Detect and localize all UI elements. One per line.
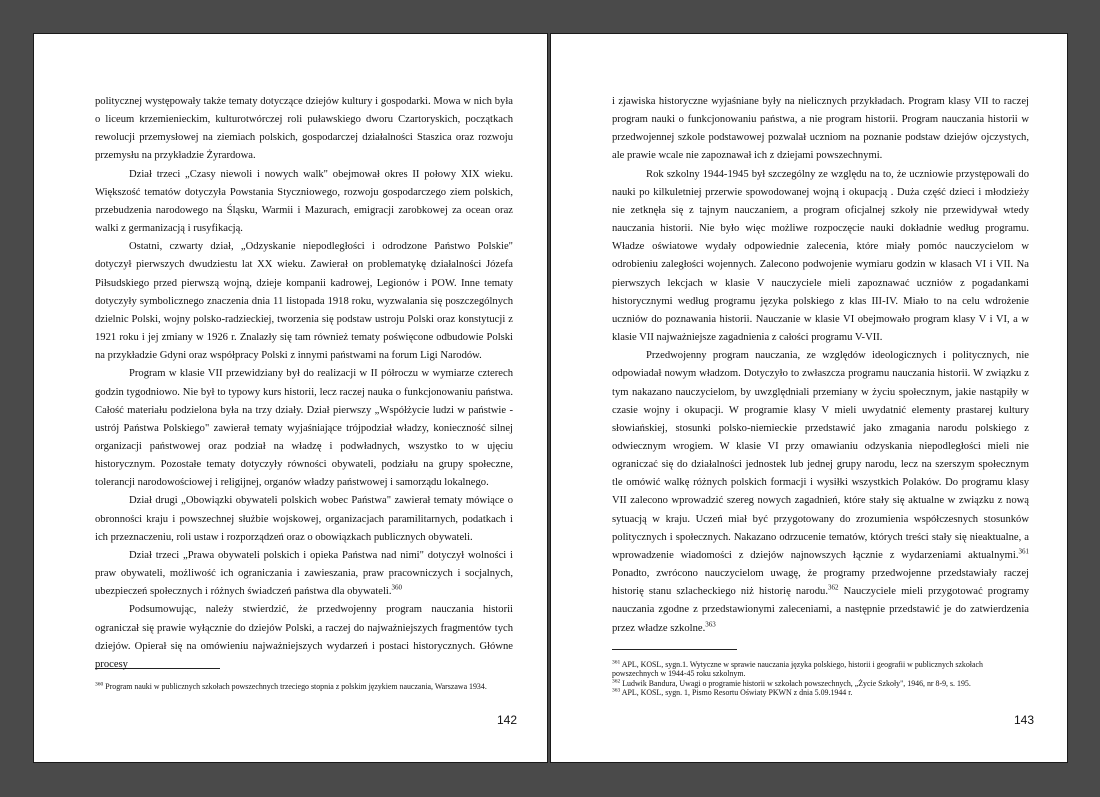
footnote-text: APL, KOSL, sygn.1. Wytyczne w sprawie nauczania języka polskiego, historii i geografii w publicznych szkołach powszechnych w 1944-45 roku szkolnym.	[612, 660, 983, 679]
right-footnotes	[612, 660, 1029, 698]
right-paragraph-2: Rok szkolny 1944-1945 był szczególny ze względu na to, że uczniowie przystępowali do nauki po kilkuletniej przerwie spowodowanej wojną i okupacją . Duża część dzieci i młodzieży nie zetknęła się z tajnym nauczaniem, a program oficjalnej szkoły nie przewidywał wtedy nauczania historii. Nie było więc możliwe rozpoczęcie nauki dokładnie według programu. Władze oświatowe wydały odpowiednie zalecenia, które miały pomóc nauczycielom w odrobieniu zaległości wojennych. Zalecono podwojenie wymiaru godzin w klasach VI i VII. Na pierwszych lekcjach w klasie V nauczyciele mieli zapoznawać uczniów z pogadankami historycznymi według programu języka polskiego z klas III-IV. Miało to na celu wdrożenie uczniów do poznawania historii. Nauczanie w klasie VI obejmowało program klasy V i VI, a w klasie VII najważniejsze zagadnienia z całości programu V-VII.	[612, 168, 1029, 344]
left-paragraph-5: Dział drugi „Obowiązki obywateli polskich wobec Państwa" zawierał tematy mówiące o obronności kraju i powszechnej służbie wojskowej, organizacjach paramilitarnych, podatkach i ich przeznaczeniu, roli ustaw i rozporządzeń oraz o obowiązkach publicznych obywateli.	[95, 495, 513, 543]
right-paragraph-1: i zjawiska historyczne wyjaśniane były na nielicznych przykładach. Program klasy VII to raczej program nauki o funkcjonowaniu państwa, a nie program historii. Program nauczania historii w przedwojennej szkole podstawowej pozwalał uczniom na poznanie podstaw dziejów ojczystych, ale prawie wcale nie zapoznawał ich z dziejami powszechnymi.	[612, 96, 1029, 162]
right-body-text	[612, 93, 1029, 638]
left-paragraph-7: Podsumowując, należy stwierdzić, że przedwojenny program nauczania historii ograniczał się prawie wyłącznie do dziejów Polski, a raczej do najważniejszych fragmentów tych dziejów. Opierał się na omówieniu najważniejszych wydarzeń i postaci historycznych. Główne procesy	[95, 604, 513, 670]
footnote-text: Program nauki w publicznych szkołach powszechnych trzeciego stopnia z polskim językiem nauczania, Warszawa 1934.	[105, 682, 487, 691]
page-142	[33, 33, 548, 763]
left-paragraph-3: Ostatni, czwarty dział, „Odzyskanie niepodległości i odrodzone Państwo Polskie" dotyczył pierwszych dwudziestu lat XX wieku. Zawierał on problematykę działalności Józefa Piłsudskiego przed pierwszą wojną, dzieje kompanii kadrowej, Legionów i POW. Inne tematy dotyczyły symbolicznego znaczenia dnia 11 listopada 1918 roku, wyzwalania się poszczególnych dzielnic Polski, wojny polsko-radzieckiej, tworzenia się podstaw ustroju Polski oraz konstytucji z 1921 roku i jej zmiany w 1926 r. Znalazły się tam również tematy poświęcone odbudowie Polski na przykładzie Gdyni oraz współpracy Polski z innymi państwami na forum Ligi Narodów.	[95, 241, 513, 362]
footnote-360	[95, 682, 513, 691]
footnote-text: APL, KOSL, sygn. 1, Pismo Resortu Oświaty PKWN z dnia 5.09.1944 r.	[621, 688, 853, 698]
footnote-separator	[612, 649, 737, 650]
paragraph-text: Dział trzeci „Prawa obywateli polskich i opieka Państwa nad nimi" dotyczył wolności i praw obywateli, możliwość ich ograniczania i zawieszania, praw pracowniczych i socjalnych, ubezpieczeń społecznych i różnych świadczeń państwa dla obywateli.	[95, 549, 513, 598]
right-paragraph-3	[612, 347, 1029, 638]
paragraph-text: Nauczyciele mieli przygotować programy nauczania zgodne z przedstawionymi zaleceniami, a następnie przedstawić je do zatwierdzenia przez władze szkolne.	[612, 586, 1029, 634]
footnote-text: Ludwik Bandura, Uwagi o programie historii w szkołach powszechnych, „Życie Szkoły", 1946, nr 8-9, s. 195.	[622, 678, 971, 688]
paragraph-text: Przedwojenny program nauczania, ze względów ideologicznych i politycznych, nie odpowiadał nowym władzom. Dotyczyło to zwłaszcza programu nauczania historii. W związku z tym nakazano nauczycielom, by uwzględniali przemiany w życiu społecznym, jakie nastąpiły w czasie wojny i okupacji. W programie klasy V mieli uwydatnić elementy prastarej kultury słowiańskiej, stosunki polsko-niemieckie przedstawić jako zmagania narodu polskiego z odwiecznym wrogiem. W klasie VI przy omawianiu odzyskania niepodległości mieli nie ograniczać się do działalności jednostek lub jednej grupy narodu, lecz na szerszym społecznym tle omówić walkę różnych polskich formacji i wysiłki wszystkich Polaków. Do programu klasy VII zalecono wprowadzić szereg nowych zagadnień, które stały się aktualne w związku z nową sytuacją w kraju. Uczeń miał być przygotowany do zrozumienia współczesnych stosunków politycznych i społecznych. Nakazano odrzucenie tematów, których treści stały się nieaktualne, a wprowadzenie wiadomości z dziejów najnowszych łącznie z wydarzeniami aktualnymi.	[612, 350, 1029, 561]
page-number: 142	[497, 713, 518, 727]
footnote-number: 362	[612, 678, 621, 685]
footnote-ref: 360	[391, 583, 403, 592]
left-paragraph-1: politycznej występowały także tematy dotyczące dziejów kultury i gospodarki. Mowa w nich była o liceum krzemienieckim, kulturotwórczej roli puławskiego dworu Czartoryskich, początkach rewolucji przemysłowej na ziemiach polskich, gospodarczej działalności Staszica oraz rozwoju przemysłu na przykładzie Żyrardowa.	[95, 96, 513, 162]
left-body-text	[95, 93, 513, 674]
footnote-ref: 362	[827, 583, 839, 592]
footnote-363	[612, 688, 1029, 697]
left-paragraph-4: Program w klasie VII przewidziany był do realizacji w II półroczu w wymiarze czterech godzin tygodniowo. Nie był to typowy kurs historii, lecz raczej nauka o funkcjonowaniu państwa. Całość materiału podzielona była na trzy działy. Dział pierwszy „Współżycie ludzi w państwie - ustrój Państwa Polskiego" zawierał tematy wyjaśniające trójpodział władzy, konieczność silnej organizacji państwowej oraz podział na władzę i podwładnych, wszystko to w ujęciu historycznym. Pozostałe tematy dotyczyły równości obywateli, podziału na grupy społeczne, tolerancji narodowościowej i religijnej, organów władzy państwowej i samorządu lokalnego.	[95, 368, 513, 489]
footnote-361	[612, 660, 1029, 679]
footnote-separator	[95, 668, 220, 669]
footnote-number: 363	[612, 687, 621, 694]
footnote-number: 361	[612, 659, 621, 666]
left-footnotes	[95, 682, 513, 691]
left-paragraph-2: Dział trzeci „Czasy niewoli i nowych walk" obejmował okres II połowy XIX wieku. Większość tematów dotyczyła Powstania Styczniowego, rozwoju gospodarczego ziem polskich, przebudzenia narodowego na Śląsku, Warmii i Mazurach, emigracji zarobkowej za ocean oraz walki z germanizacją i rusyfikacją.	[95, 168, 513, 235]
footnote-362	[612, 679, 1029, 688]
footnote-ref: 363	[705, 620, 716, 628]
footnote-ref: 361	[1018, 547, 1029, 556]
paragraph-text: Ponadto, zwrócono nauczycielom uwagę, że programy przedwojenne przedstawiały raczej historię stanu szlacheckiego niż historię narodu.	[612, 568, 1029, 598]
page-number: 143	[1014, 713, 1035, 727]
page-143	[550, 33, 1068, 763]
footnote-number: 360	[95, 681, 104, 688]
left-paragraph-6	[95, 547, 513, 601]
